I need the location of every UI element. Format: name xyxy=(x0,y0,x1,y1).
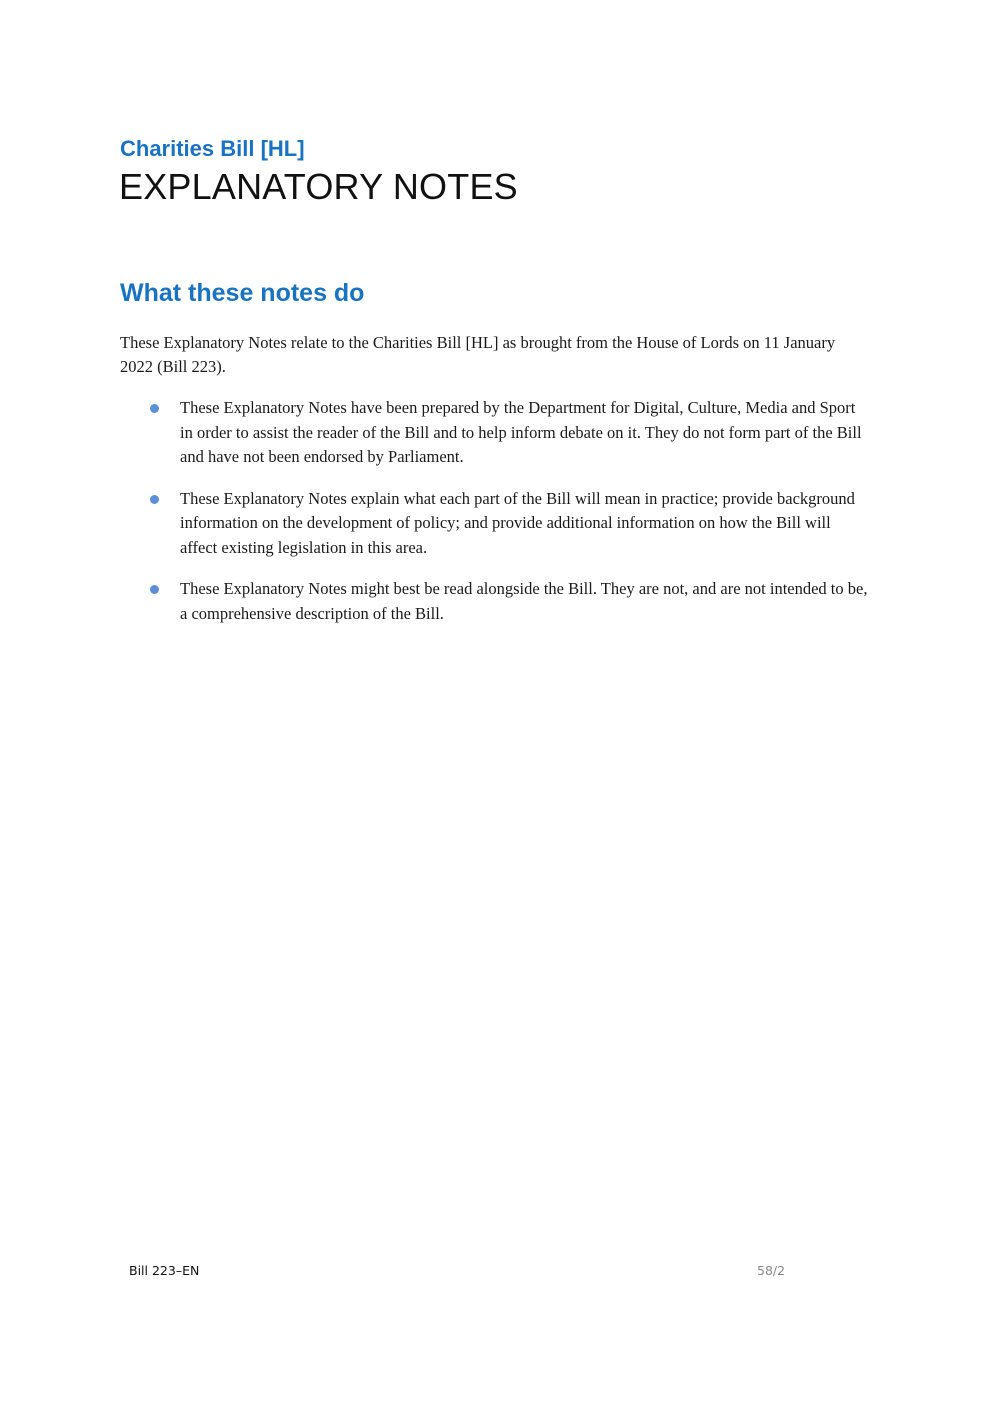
bullet-text: These Explanatory Notes might best be read alongside the Bill. They are not, and are not intended to be, a comprehensive description of the Bill. xyxy=(180,579,868,623)
footer-page-reference: 58/2 xyxy=(757,1263,786,1278)
bullet-item xyxy=(150,487,870,561)
bullet-list xyxy=(150,396,870,643)
bullet-text: These Explanatory Notes explain what each part of the Bill will mean in practice; provide background information on the development of policy; and provide additional information on how the Bill will affect existing legislation in this area. xyxy=(180,488,855,557)
bullet-item xyxy=(150,577,870,626)
bullet-dot-icon xyxy=(150,585,159,594)
bullet-dot-icon xyxy=(150,404,159,413)
bullet-text: These Explanatory Notes have been prepared by the Department for Digital, Culture, Media and Sport in order to assist the reader of the Bill and to help inform debate on it. They do not form part of the Bill and have not been endorsed by Parliament. xyxy=(180,398,862,466)
bill-title: Charities Bill [HL] xyxy=(120,136,305,161)
section-heading: What these notes do xyxy=(120,279,365,307)
bullet-item xyxy=(150,396,870,470)
footer-bill-reference: Bill 223–EN xyxy=(129,1263,200,1278)
intro-paragraph: These Explanatory Notes relate to the Charities Bill [HL] as brought from the House of Lords on 11 January 2022 (Bill 223). xyxy=(120,333,836,376)
document-title: EXPLANATORY NOTES xyxy=(119,166,518,207)
bullet-dot-icon xyxy=(150,495,159,504)
